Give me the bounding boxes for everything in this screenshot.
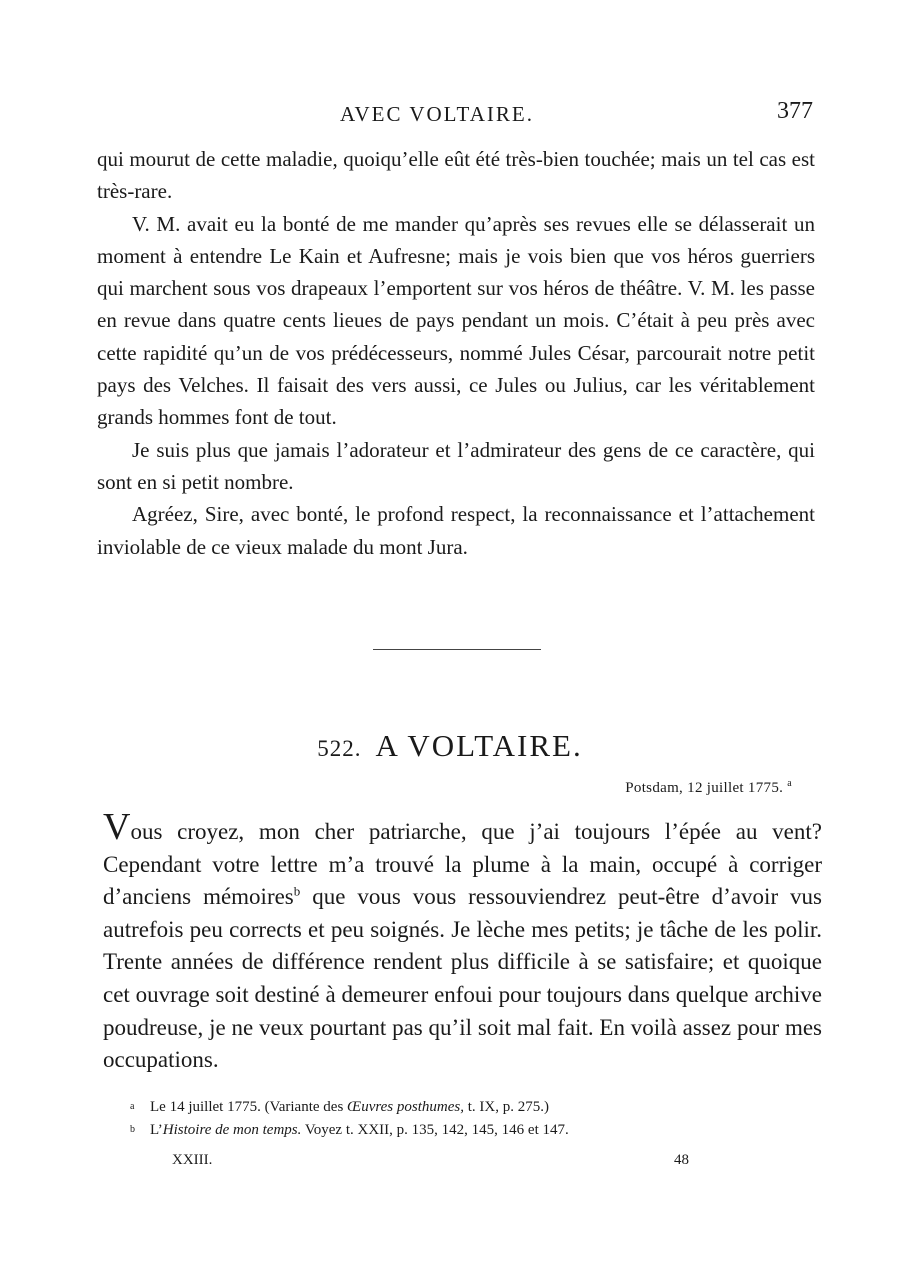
drop-cap: V	[103, 806, 131, 848]
footnote-text: t. IX, p. 275.)	[463, 1099, 549, 1115]
footnote-text: L’	[150, 1121, 163, 1138]
footnote-reference-b: b	[293, 883, 301, 899]
letter-title: A VOLTAIRE.	[375, 728, 583, 763]
letter-text-part1: ous croyez, mon cher patriarche, que j’ai toujours l’épée au vent? Cependant votre lettre m’a trouvé la plume à la main, occupé à corriger d’anciens mémoires	[103, 819, 822, 910]
previous-letter-text	[97, 143, 815, 563]
letter-number: 522.	[317, 736, 362, 761]
running-head	[0, 98, 900, 134]
volume-signature: XXIII.	[172, 1152, 213, 1168]
letter-dateline	[625, 778, 792, 797]
paragraph: Je suis plus que jamais l’adorateur et l’admirateur des gens de ce caractère, qui sont en si petit nombre.	[97, 437, 815, 494]
footnote-a	[130, 1096, 750, 1119]
paragraph: V. M. avait eu la bonté de me mander qu’après ses revues elle se délasserait un moment à entendre Le Kain et Aufresne; mais je vois bien que vos héros guerriers qui marchent sous vos drapeaux l’emportent sur vos héros de théâtre. V. M. les passe en revue dans quatre cents lieues de pays pendant un mois. C’était à peu près avec cette rapidité qu’un de vos prédécesseurs, nommé Jules César, parcourait notre petit pays des Velches. Il faisait des vers aussi, ce Jules ou Julius, car les véritablement grands hommes font de tout.	[97, 211, 815, 430]
paragraph: Agréez, Sire, avec bonté, le profond respect, la reconnaissance et l’attachement inviolable de ce vieux malade du mont Jura.	[97, 502, 815, 559]
dateline-text: Potsdam, 12 juillet 1775.	[625, 780, 784, 796]
letter-body	[103, 806, 822, 1077]
page-number: 377	[777, 98, 813, 124]
section-divider	[373, 649, 541, 650]
footnote-mark: a	[130, 1101, 135, 1112]
footnote-italic: Œuvres posthumes,	[347, 1099, 464, 1115]
footnote-b	[130, 1119, 750, 1142]
running-title: AVEC VOLTAIRE.	[340, 102, 534, 126]
footnote-italic: Histoire de mon temps.	[162, 1121, 302, 1138]
signature-line	[0, 1152, 900, 1176]
footnote-reference-a: a	[787, 778, 792, 789]
letter-heading	[0, 728, 900, 764]
letter-text-part2: que vous vous ressouviendrez peut-être d’avoir vus autrefois peu corrects et peu soignés. Je lèche mes petits; je tâche de les polir. Trente années de différence rendent plus difficile à se satisfaire; et quoique cet ouvrage soit destiné à demeurer enfoui pour toujours dans quelque archive poudreuse, je ne veux pourtant pas qu’il soit mal fait. En voilà assez pour mes occupations.	[103, 884, 822, 1073]
footnotes	[130, 1096, 750, 1141]
footnote-text: Voyez t. XXII, p. 135, 142, 145, 146 et 147.	[301, 1121, 569, 1138]
footnote-text: Le 14 juillet 1775. (Variante des	[150, 1099, 348, 1115]
footnote-mark: b	[130, 1123, 135, 1135]
sheet-number: 48	[674, 1152, 689, 1168]
paragraph: qui mourut de cette maladie, quoiqu’elle eût été très-bien touchée; mais un tel cas est très-rare.	[97, 147, 815, 204]
